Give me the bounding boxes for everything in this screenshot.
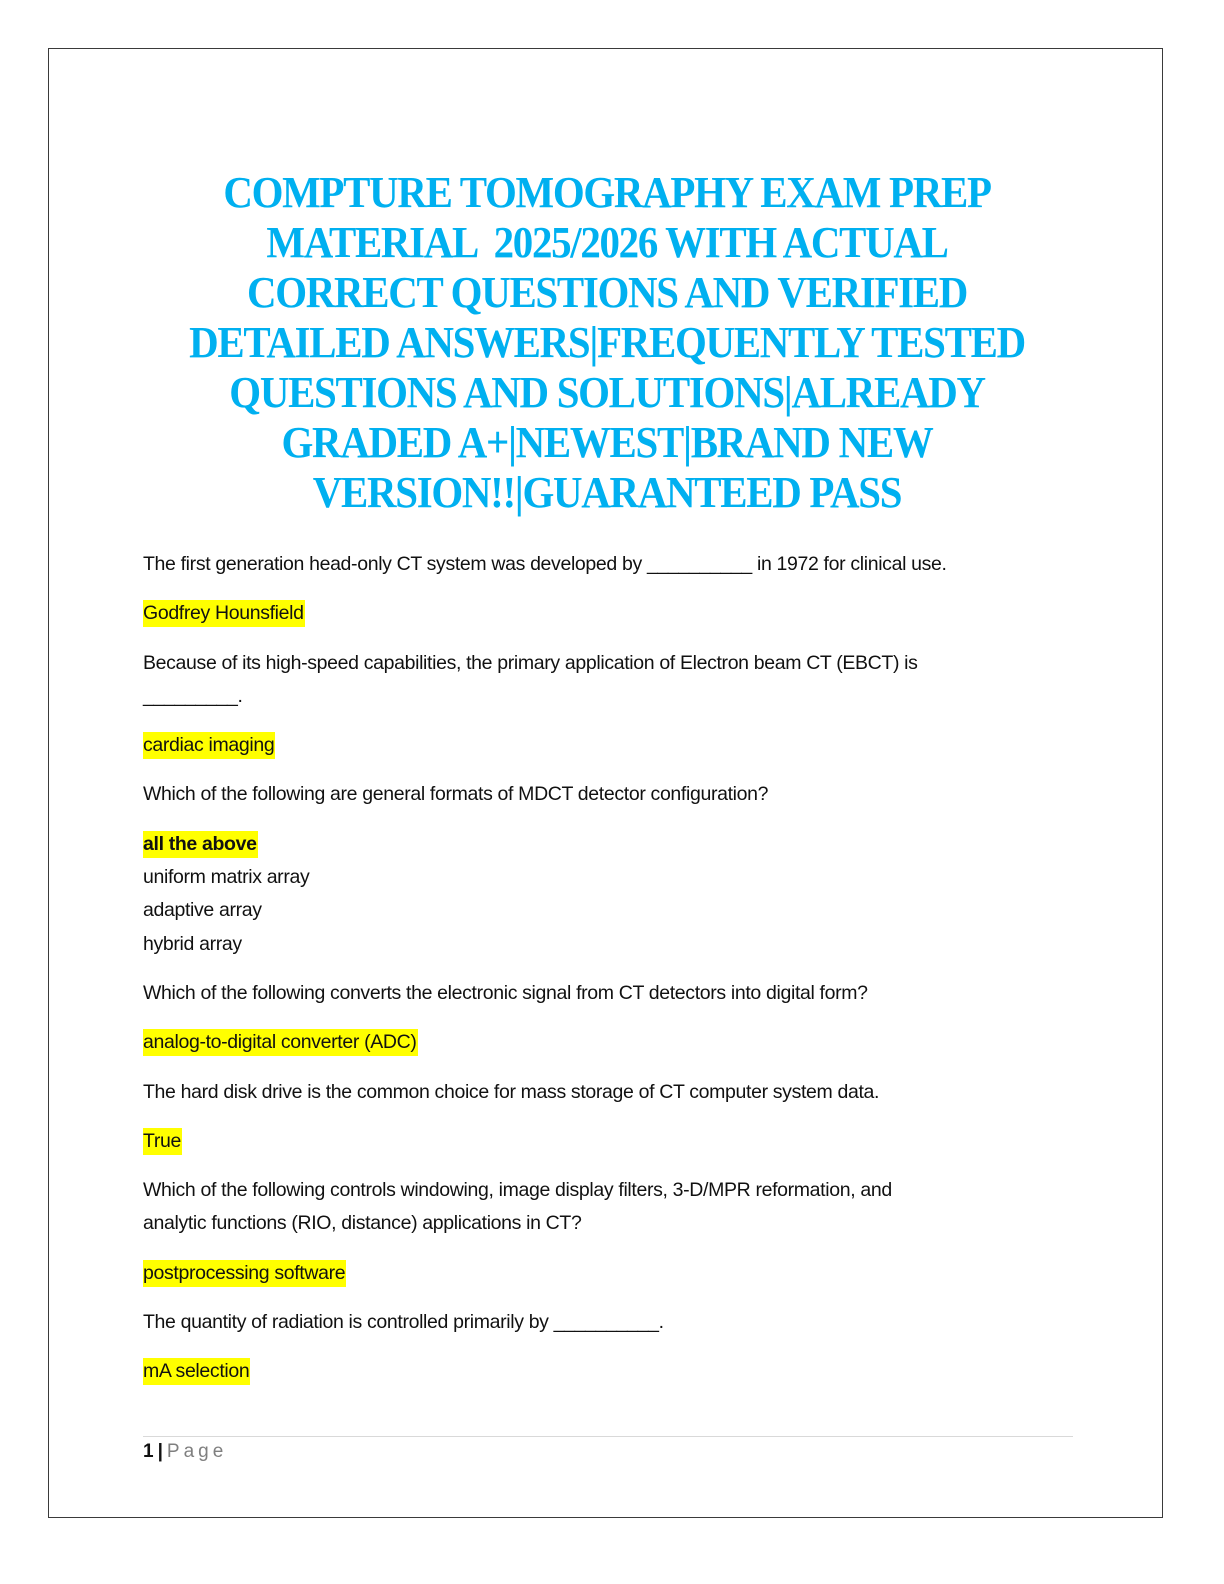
answer-line <box>143 597 1083 630</box>
answer-highlight: mA selection <box>143 1358 250 1385</box>
document-title <box>120 168 1094 518</box>
answer-highlight: Godfrey Hounsfield <box>143 600 305 627</box>
question-text: The quantity of radiation is controlled primarily by __________. <box>143 1311 664 1334</box>
answer-highlight: analog-to-digital converter (ADC) <box>143 1029 418 1056</box>
title-line: VERSION!!|GUARANTEED PASS <box>312 468 902 517</box>
answer-highlight: all the above <box>143 831 258 858</box>
title-line: COMPTURE TOMOGRAPHY EXAM PREP <box>223 168 991 217</box>
question-text: The hard disk drive is the common choice for mass storage of CT computer system data. <box>143 1080 880 1103</box>
title-line: CORRECT QUESTIONS AND VERIFIED <box>246 268 968 317</box>
option-item: uniform matrix array <box>143 866 310 889</box>
answer-line <box>143 1026 1083 1059</box>
title-line: QUESTIONS AND SOLUTIONS|ALREADY <box>229 368 985 417</box>
question-text: The first generation head-only CT system was developed by __________ in 1972 for clinical use. <box>143 553 947 575</box>
footer-separator: | <box>157 1441 163 1462</box>
answer-highlight: True <box>143 1128 182 1155</box>
page-label: Page <box>166 1441 228 1462</box>
question-text: analytic functions (RIO, distance) applications in CT? <box>143 1212 582 1235</box>
answer-line <box>143 1355 1083 1388</box>
title-line: MATERIAL 2025/2026 WITH ACTUAL <box>266 218 948 267</box>
answer-line <box>143 729 1083 762</box>
question-text: Which of the following converts the electronic signal from CT detectors into digital form? <box>143 981 868 1004</box>
footer-divider <box>143 1436 1073 1437</box>
page-number: 1 <box>143 1441 154 1462</box>
option-item: hybrid array <box>143 932 242 955</box>
question-text: Which of the following are general formats of MDCT detector configuration? <box>143 783 769 806</box>
question-text: Because of its high-speed capabilities, the primary application of Electron beam CT (EBCT) is <box>143 651 918 674</box>
question-text: Which of the following controls windowing, image display filters, 3-D/MPR reformation, and <box>143 1179 892 1202</box>
option-item: adaptive array <box>143 899 262 922</box>
answer-highlight: cardiac imaging <box>143 732 275 759</box>
qa-content <box>143 548 1083 1389</box>
answer-highlight: postprocessing software <box>143 1260 346 1287</box>
answer-line <box>143 1125 1083 1158</box>
page-footer <box>143 1441 227 1463</box>
answer-line <box>143 828 1083 861</box>
question-text: _________. <box>143 684 243 707</box>
answer-line <box>143 1257 1083 1290</box>
title-line: DETAILED ANSWERS|FREQUENTLY TESTED <box>189 318 1025 367</box>
title-line: GRADED A+|NEWEST|BRAND NEW <box>281 418 933 467</box>
